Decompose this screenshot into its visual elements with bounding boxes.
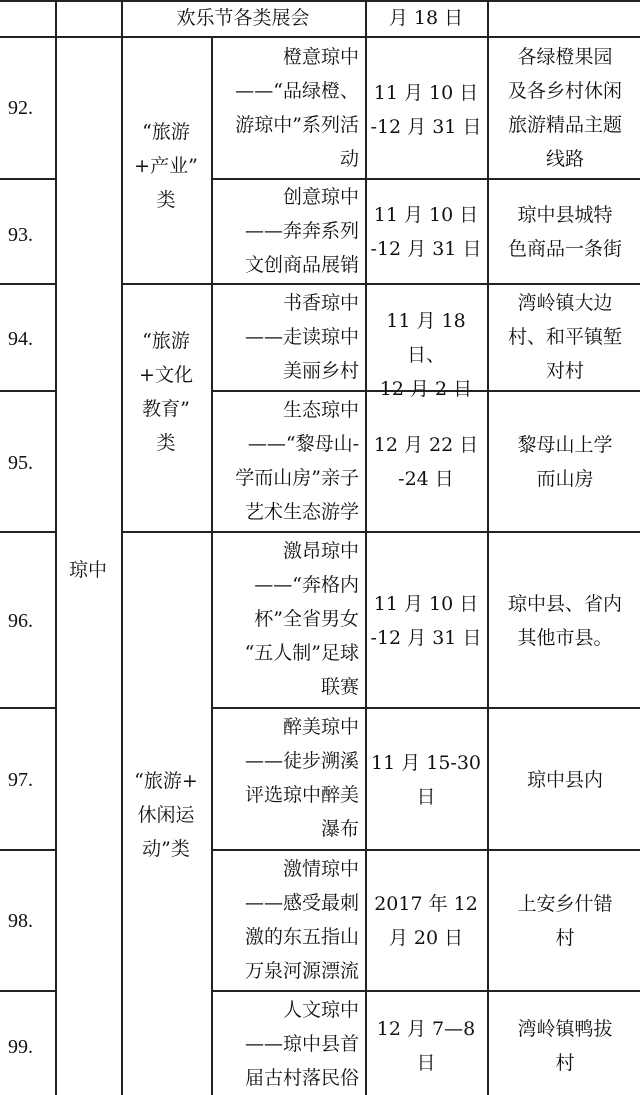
date-cell: 11 月 10 日 -12 月 31 日 [370,593,482,649]
row-number: 93. [8,224,33,246]
activity-cell: 激情琼中 ——感受最刺 激的东五指山 万泉河源漂流 [244,858,359,982]
activity-cell: 人文琼中 ——琼中县首 届古村落民俗 [244,999,359,1089]
row-number: 92. [8,97,33,119]
row-divider [0,283,55,285]
activity-cell: 激昂琼中 ——“奔格内 杯”全省男女 “五人制”足球 联赛 [244,540,359,698]
row-divider [0,990,55,992]
date-cell: 11 月 18 日、 12 月 2 日 [379,310,473,400]
row-divider [121,531,640,533]
date-cell: 11 月 15-30 日 [370,752,482,808]
top-row-date: 月 18 日 [388,7,464,29]
row-divider [211,990,640,992]
activity-cell: 醉美琼中 ——徒步溯溪 评选琼中醉美 瀑布 [244,716,359,840]
row-number: 98. [8,910,33,932]
row-number: 94. [8,328,33,350]
column-divider [55,0,57,1095]
location-cell: 琼中县城特 色商品一条街 [507,204,622,260]
county-cell: 琼中 [68,559,107,581]
column-divider [487,0,489,1095]
row-divider [211,849,640,851]
row-divider [211,707,640,709]
activity-cell: 书香琼中 ——走读琼中 美丽乡村 [244,292,359,382]
date-cell: 12 月 22 日 -24 日 [373,434,479,490]
activity-cell: 生态琼中 ——“黎母山- 学而山房”亲子 艺术生态游学 [235,399,359,523]
date-cell: 11 月 10 日 -12 月 31 日 [370,82,482,138]
location-cell: 上安乡什错 村 [517,893,613,949]
date-cell: 2017 年 12 月 20 日 [374,893,478,949]
location-cell: 湾岭镇鸭拔 村 [517,1018,613,1074]
row-number: 99. [8,1036,33,1058]
row-divider [0,849,55,851]
location-cell: 黎母山上学 而山房 [517,434,613,490]
row-divider [0,178,55,180]
location-cell: 各绿橙果园 及各乡村休闲 旅游精品主题 线路 [507,46,622,170]
date-cell: 11 月 10 日 -12 月 31 日 [370,204,482,260]
category-cell: “旅游 +文化 教育” 类 [139,330,193,454]
row-divider [121,283,640,285]
row-number: 95. [8,452,33,474]
location-cell: 湾岭镇大边 村、和平镇堑 对村 [507,292,622,382]
column-divider [211,36,213,1095]
row-divider [0,531,55,533]
activity-cell: 创意琼中 ——奔奔系列 文创商品展销 [244,186,359,276]
row-number: 96. [8,610,33,632]
activity-cell: 橙意琼中 ——“品绿橙、 游琼中”系列活 动 [235,46,359,170]
top-row-activity: 欢乐节各类展会 [176,7,310,29]
row-divider [0,36,640,38]
category-cell: “旅游+ 休闲运 动”类 [134,770,198,860]
location-cell: 琼中县内 [526,769,603,791]
row-divider [0,390,55,392]
row-number: 97. [8,769,33,791]
location-cell: 琼中县、省内 其他市县。 [507,593,622,649]
row-divider [0,707,55,709]
date-cell: 12 月 7—8 日 [376,1018,476,1074]
category-cell: “旅游 +产业” 类 [134,121,198,211]
